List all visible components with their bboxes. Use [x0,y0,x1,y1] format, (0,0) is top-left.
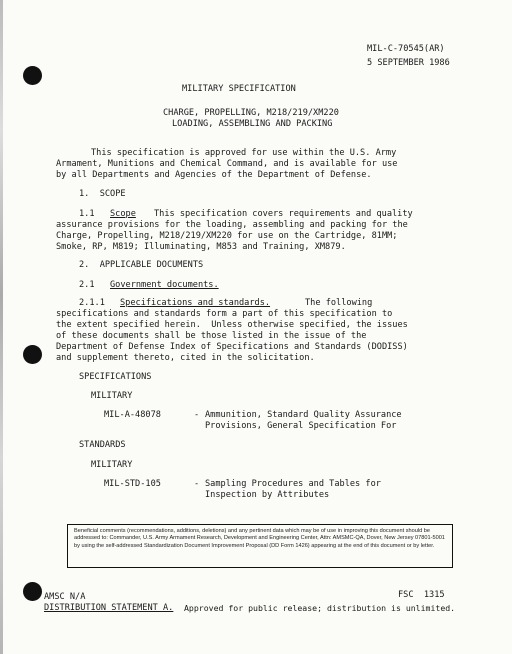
std-reference-dash: - [194,479,200,489]
section-2-1-1-line-4: of these documents shall be those listed in the issue of the [56,331,367,341]
punch-hole-bottom [23,582,42,601]
section-2-1-1-line-5: Department of Defense Index of Specifications and Standards (DODISS) [56,342,408,352]
section-1-1-title: Scope [110,209,136,219]
section-2-1-title: Government documents. [110,280,219,290]
approval-line-3: by all Departments and Agencies of the Department of Defense. [56,170,372,180]
section-1-1-line-3: Charge, Propelling, M218/219/XM220 for use on the Cartridge, 81MM; [56,231,398,241]
specifications-heading: SPECIFICATIONS [79,372,152,382]
section-1-1-number: 1.1 [79,209,95,219]
distribution-statement-label: DISTRIBUTION STATEMENT A. [44,603,174,613]
section-1-1-line-1: This specification covers requirements and quality [154,209,413,219]
section-2-1-1-title: Specifications and standards. [120,298,271,308]
comments-notice-box [67,524,453,568]
punch-hole-middle [23,345,42,364]
section-1-1-line-2: assurance provisions for the loading, assembling and packing for the [56,220,408,230]
title-line-1: CHARGE, PROPELLING, M218/219/XM220 [163,108,339,118]
standards-military-heading: MILITARY [91,460,133,470]
document-date: 5 SEPTEMBER 1986 [367,58,450,68]
comments-notice-text: Beneficial comments (recommendations, additions, deletions) and any pertinent data which may be of use in improving this document should be addressed to: Commander, U.S. Army Armament Research, Development and Engineering Center, Attn: AMSMC-QA, Dover, New Jersey 07801-5001 by using the self-addressed Standardization Document Improvement Proposal (DD Form 1426) appearing at the end of this document or by letter. [74,528,445,549]
title-line-2: LOADING, ASSEMBLING AND PACKING [172,119,333,129]
standards-heading: STANDARDS [79,440,126,450]
section-1-heading: 1. SCOPE [79,189,126,199]
spec-heading: MILITARY SPECIFICATION [182,84,296,94]
page-left-edge-shadow [0,0,3,654]
section-2-1-1-line-1: The following [305,298,373,308]
section-2-1-1-line-3: the extent specified herein. Unless otherwise specified, the issues [56,320,408,330]
spec-reference-id: MIL-A-48078 [104,410,161,420]
document-id: MIL-C-70545(AR) [367,44,445,54]
distribution-statement-text: Approved for public release; distribution is unlimited. [184,603,456,613]
std-reference-id: MIL-STD-105 [104,479,161,489]
section-1-1-line-4: Smoke, RP, M819; Illuminating, M853 and Training, XM879. [56,242,346,252]
approval-line-1: This specification is approved for use within the U.S. Army [91,148,397,158]
section-2-heading: 2. APPLICABLE DOCUMENTS [79,260,204,270]
spec-reference-desc-1: Ammunition, Standard Quality Assurance [205,410,402,420]
fsc-code: FSC 1315 [398,590,445,600]
std-reference-desc-1: Sampling Procedures and Tables for [205,479,381,489]
specifications-military-heading: MILITARY [91,391,133,401]
section-2-1-1-line-2: specifications and standards form a part of this specification to [56,309,393,319]
section-2-1-1-number: 2.1.1 [79,298,105,308]
spec-reference-desc-2: Provisions, General Specification For [205,421,397,431]
std-reference-desc-2: Inspection by Attributes [205,490,330,500]
section-2-1-1-line-6: and supplement thereto, cited in the solicitation. [56,353,315,363]
section-2-1-number: 2.1 [79,280,95,290]
amsc-code: AMSC N/A [44,592,86,602]
approval-line-2: Armament, Munitions and Chemical Command, and is available for use [56,159,398,169]
spec-reference-dash: - [194,410,200,420]
punch-hole-top [23,66,42,85]
